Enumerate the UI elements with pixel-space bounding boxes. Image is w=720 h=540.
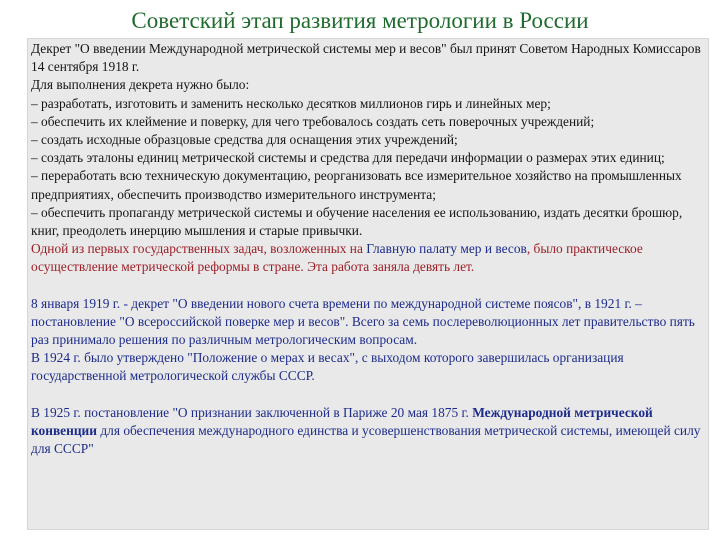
spacer xyxy=(31,277,707,295)
highlight-paragraph xyxy=(31,240,707,276)
task-item: – создать эталоны единиц метрической системы и средства для передачи информации о размерах этих единиц; xyxy=(31,150,665,166)
highlight-text-start: Одной из первых государственных задач, возложенных на xyxy=(31,241,367,257)
highlight-text-end: , было практическое осуществление метрической реформы в стране. Эта работа заняла девять лет. xyxy=(31,241,643,275)
slide-title: Советский этап развития метрологии в России xyxy=(131,8,589,33)
glavnaya-palata-link[interactable]: Главную палату мер и весов xyxy=(366,241,527,257)
convention-name: Международной метрической конвенции xyxy=(31,404,653,438)
convention-1925-paragraph xyxy=(31,404,707,459)
content-text xyxy=(31,40,707,458)
task-item: – переработать всю техническую документацию, реорганизовать все измерительное хозяйство на промышленных предприятиях, обеспечить производство измерительного инструмента; xyxy=(31,168,682,202)
convention-text-end: для обеспечения международного единства и усовершенствования метрической системы, имеющей силу для СССР" xyxy=(31,422,701,457)
regulation-1924-paragraph: В 1924 г. было утверждено "Положение о мерах и весах", с выходом которого завершилась организация государственной метрологической службы СССР. xyxy=(31,350,624,384)
intro-paragraph: Для выполнения декрета нужно было: xyxy=(31,77,250,93)
decrees-1919-1921-paragraph: 8 января 1919 г. - декрет "О введении нового счета времени по международной системе поясов", в 1921 г. – постановление "О всероссийской поверке мер и весов". Всего за семь послереволюционных лет правительство пять раз принимало решения по различным метрологическим вопросам. xyxy=(31,295,695,348)
task-item: – разработать, изготовить и заменить несколько десятков миллионов гирь и линейных мер; xyxy=(31,95,551,111)
spacer xyxy=(31,386,707,404)
convention-text-start: В 1925 г. постановление "О признании заключенной в Париже 20 мая 1875 г. xyxy=(31,404,473,420)
task-item: – создать исходные образцовые средства для оснащения этих учреждений; xyxy=(31,132,458,148)
task-item: – обеспечить пропаганду метрической системы и обучение населения ее использованию, издать десятки брошюр, книг, преодолеть инерцию мышления и старые привычки. xyxy=(31,204,683,239)
task-item: – обеспечить их клеймение и поверку, для чего требовалось создать сеть поверочных учреждений; xyxy=(31,113,595,129)
decree-paragraph: Декрет "О введении Международной метрической системы мер и весов" был принят Советом Народных Комиссаров 14 сентября 1918 г. xyxy=(31,41,701,75)
